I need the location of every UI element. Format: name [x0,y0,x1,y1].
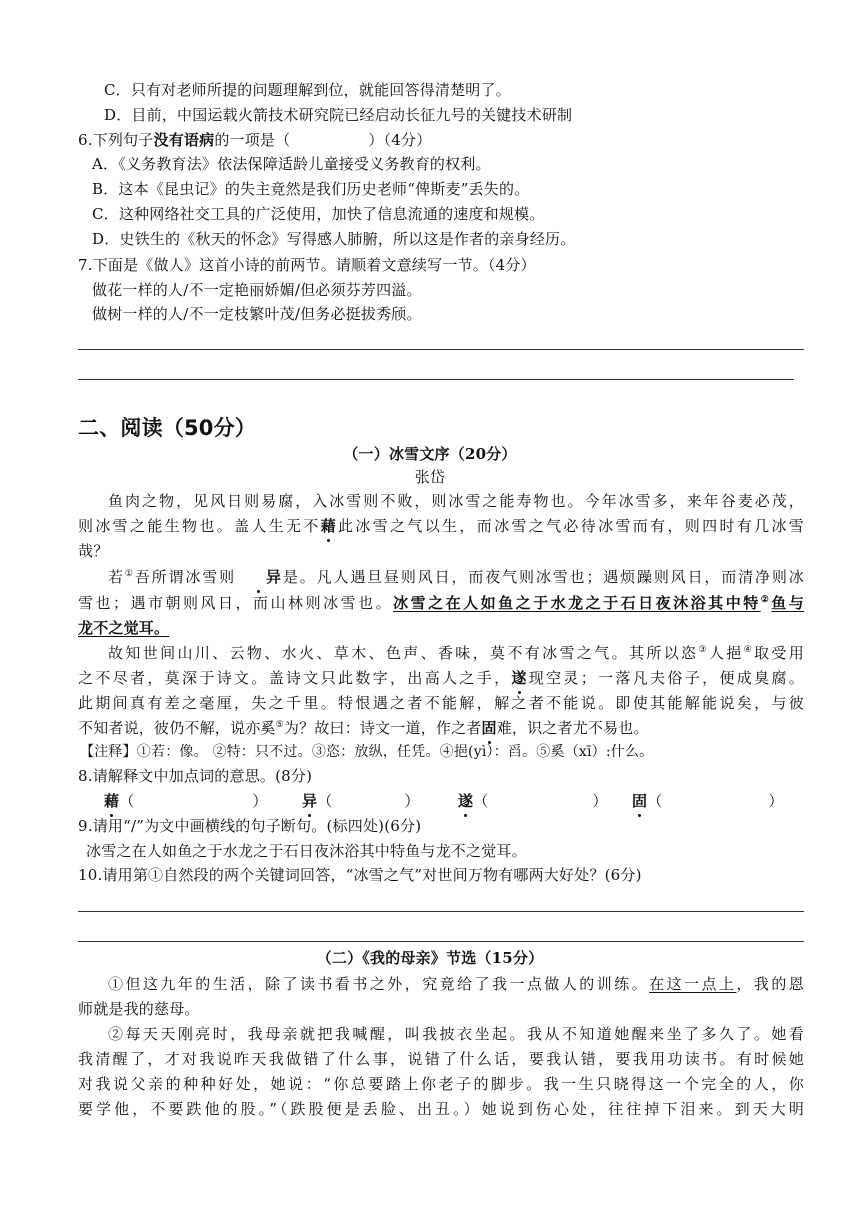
q9-stem: 9.请用“/”为文中画横线的句子断句。(标四处)(6分) [78,817,422,835]
reading1-p3-line1 [78,642,804,664]
q7-stem: 7.下面是《做人》这首小诗的前两节。请顺着文意续写一节。（4分） [78,256,536,274]
footnote-marker: ⑤ [275,720,284,730]
q6-option-b: B．这本《昆虫记》的失主竟然是我们历史老师“俾斯麦”丢失的。 [92,180,530,198]
underlined-sentence-part3: 龙不之觉耳。 [78,619,170,637]
paren: ） [592,792,608,810]
underlined-sentence-part2: 鱼与 [771,594,804,612]
reading2-p2-line3: 对我说父亲的种种好处，她说：“你总要踏上你老子的脚步。我一生只晓得这一个完全的人，你 [78,1075,804,1093]
q8-stem: 8.请解释文中加点词的意思。(8分) [78,767,313,785]
text-span: 现空灵；一落凡夫俗子，便成臭腐。 [526,669,804,687]
reading1-author: 张岱 [414,468,446,486]
reading1-p3-line3: 此期间真有差之毫厘，失之千里。特恨遇之者不能解，解之者不能说。即使其能解能说矣，与彼 [78,694,804,712]
q8-word-1 [104,790,268,812]
reading1-p1-line1: 鱼肉之物，见风日则易腐，入冰雪则不败，则冰雪之能寿物也。今年冰雪多，来年谷麦必茂， [108,492,804,510]
paren: （ [119,792,135,810]
text-span: 雪也；遇市朝则风日，而山林则冰雪也。 [78,594,394,612]
q6-option-a: A．《义务教育法》依法保障适龄儿童接受义务教育的权利。 [92,155,491,173]
q10-answer-line-2[interactable] [78,941,804,942]
reading1-p1-line3: 哉？ [78,542,109,560]
text-span: 取受用 [754,644,804,662]
q5-option-d: D．目前，中国运载火箭技术研究院已经启动长征九号的关键技术研制 [104,106,573,124]
dotted-word: 固 [632,792,648,810]
reading2-title: （二）《我的母亲》节选（15分） [316,949,544,967]
text-span: ①但这九年的生活，除了读书看书之外，究竟给了我一点做人的训练。 [108,975,650,993]
dotted-word: 藉 [104,792,120,810]
reading2-p2-line1: ②每天天刚亮时，我母亲就把我喊醒，叫我披衣坐起。我从不知道她醒来坐了多久了。她看 [108,1025,804,1043]
dotted-word-gu: 固 [481,719,497,737]
text-span: 不知者说，彼仍不解，说亦奚 [78,719,276,737]
reading1-p2-line2 [78,592,804,614]
underlined-phrase: 在这一点上 [649,975,737,993]
text-span: 故知世间山川、云物、水火、草木、色声、香味，莫不有冰雪之气。其所以恣 [108,644,699,662]
q6-stem-end: ）（4分） [368,131,432,149]
q5-option-c: C．只有对老师所提的问题理解到位，就能回答得清楚明了。 [104,81,511,99]
text-span: 之不尽者，莫深于诗文。盖诗文只此数字，出高人之手， [78,669,512,687]
dotted-word-sui: 遂 [511,669,527,687]
reading1-p2-line1 [78,566,804,588]
section-title-reading: 二、阅读（50分） [78,416,257,440]
reading2-p1-line1 [78,973,804,995]
paren: （ [473,792,489,810]
paren: ） [768,792,784,810]
footnote-marker: ③ [698,645,709,655]
underlined-sentence-part1: 冰雪之在人如鱼之于水龙之于石日夜沐浴其中特 [393,594,761,612]
dotted-word: 遂 [458,792,474,810]
footnote-marker: ② [760,595,772,605]
q7-answer-line-1[interactable] [78,349,804,350]
text-span: ，我的恩 [736,975,804,993]
q7-poem-line-2: 做树一样的人/不一定枝繁叶茂/但务必挺拔秀颀。 [92,305,422,323]
q8-word-3 [458,790,608,812]
dotted-word-yi: 异 [236,566,281,588]
paren: ） [252,792,268,810]
q6-option-c: C．这种网络社交工具的广泛使用，加快了信息流通的速度和规模。 [92,205,545,223]
q7-answer-line-2[interactable] [78,379,794,380]
text-span: 则冰雪之能生物也。盖人生无不 [78,517,321,535]
q8-word-2 [302,790,420,812]
q6-stem [78,129,431,151]
footnote-marker: ① [124,569,135,579]
q6-stem-emphasis: 没有语病 [153,131,215,149]
reading2-p2-line4: 要学他，不要跌他的股。”（跌股便是丢脸、出丑。）她说到伤心处，往往掉下泪来。到天大明 [78,1100,804,1118]
text-span: 人挹 [708,644,744,662]
q10-stem: 10.请用第①自然段的两个关键词回答，“冰雪之气”对世间万物有哪两大好处？(6分) [78,866,642,884]
dotted-word-jie: 藉 [320,517,336,535]
q7-poem-line-1: 做花一样的人/不一定艳丽娇媚/但必须芬芳四溢。 [92,281,422,299]
footnote-marker: ④ [743,645,755,655]
dotted-word: 异 [302,792,318,810]
paren: （ [317,792,333,810]
text-span: 若 [108,568,125,586]
q8-word-4 [632,790,784,812]
q6-stem-pre: 6.下列句子 [78,131,154,149]
paren: （ [647,792,663,810]
reading2-p1-line2: 师就是我的慈母。 [78,1000,200,1018]
q10-answer-line-1[interactable] [78,911,804,912]
text-span: 为？故曰：诗文一道，作之者 [283,719,482,737]
text-span: 是。凡人遇旦昼则风日，而夜气则冰雪也；遇烦躁则风日，而清净则冰 [281,568,804,586]
reading1-notes: 【注释】①若：像。 ②特：只不过。③恣：放纵，任凭。④挹(yì）：舀。⑤奚（xī）:什么。 [80,744,654,760]
reading1-p3-line4 [78,717,649,739]
text-span: 此冰雪之气以生，而冰雪之气必待冰雪而有，则四时有几冰雪 [335,517,804,535]
paren: ） [404,792,420,810]
reading2-p2-line2: 我清醒了，才对我说昨天我做错了什么事，说错了什么话，要我认错，要我用功读书。有时候她 [78,1050,804,1068]
q9-sentence[interactable]: 冰雪之在人如鱼之于水龙之于石日夜沐浴其中特鱼与龙不之觉耳。 [86,842,527,860]
reading1-p1-line2 [78,515,804,537]
text-span: 吾所谓冰雪则 [134,568,236,586]
q6-stem-post: 的一项是（ [214,131,291,149]
reading1-title: （一）冰雪文序（20分） [343,445,517,463]
reading1-p3-line2 [78,667,804,689]
q6-option-d: D．史铁生的《秋天的怀念》写得感人肺腑，所以这是作者的亲身经历。 [92,230,576,248]
text-span: 难，识之者尤不易也。 [496,719,649,737]
